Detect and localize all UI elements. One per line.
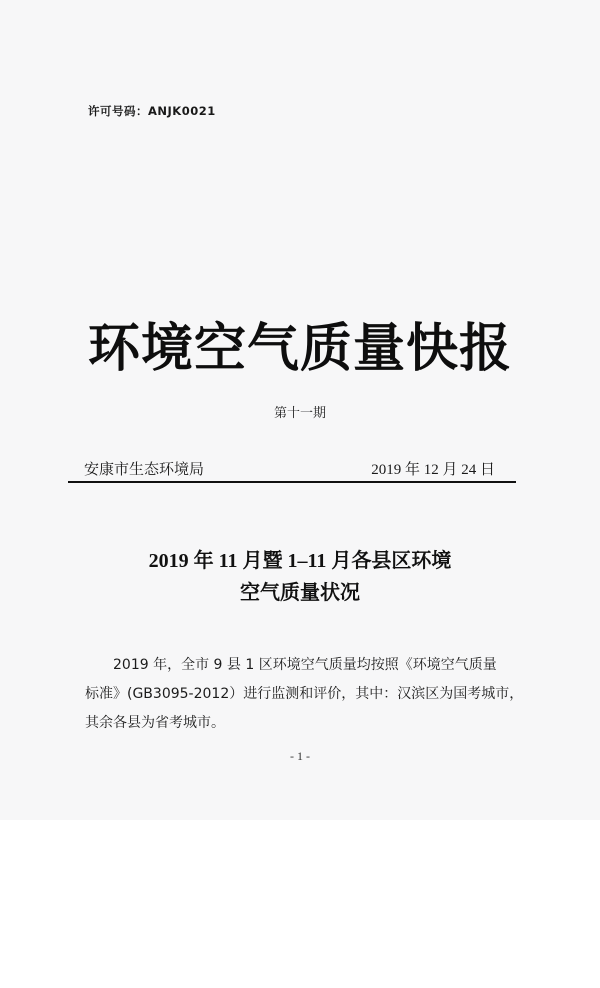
- body-line-2: 标准》(GB3095-2012）进行监测和评价，其中：汉滨区为国考城市，: [85, 686, 524, 702]
- publisher: 安康市生态环境局: [84, 460, 205, 478]
- body-line-3: 其余各县为省考城市。: [85, 715, 225, 731]
- report-title: [0, 545, 600, 609]
- publication-date: 2019 年 12 月 24 日: [371, 462, 495, 478]
- permit-number: 许可号码：ANJK0021: [88, 104, 216, 118]
- page-number: - 1 -: [290, 749, 310, 763]
- report-body: [85, 651, 532, 738]
- masthead-title: 环境空气质量快报: [87, 319, 512, 379]
- header-divider: [68, 481, 516, 483]
- report-title-line-2: 空气质量状况: [240, 582, 360, 604]
- report-title-line-1: 2019 年 11 月暨 1–11 月各县区环境: [148, 550, 452, 572]
- body-line-1: 2019 年，全市 9 县 1 区环境空气质量均按照《环境空气质量: [113, 657, 497, 673]
- issue-number: 第十一期: [273, 406, 326, 421]
